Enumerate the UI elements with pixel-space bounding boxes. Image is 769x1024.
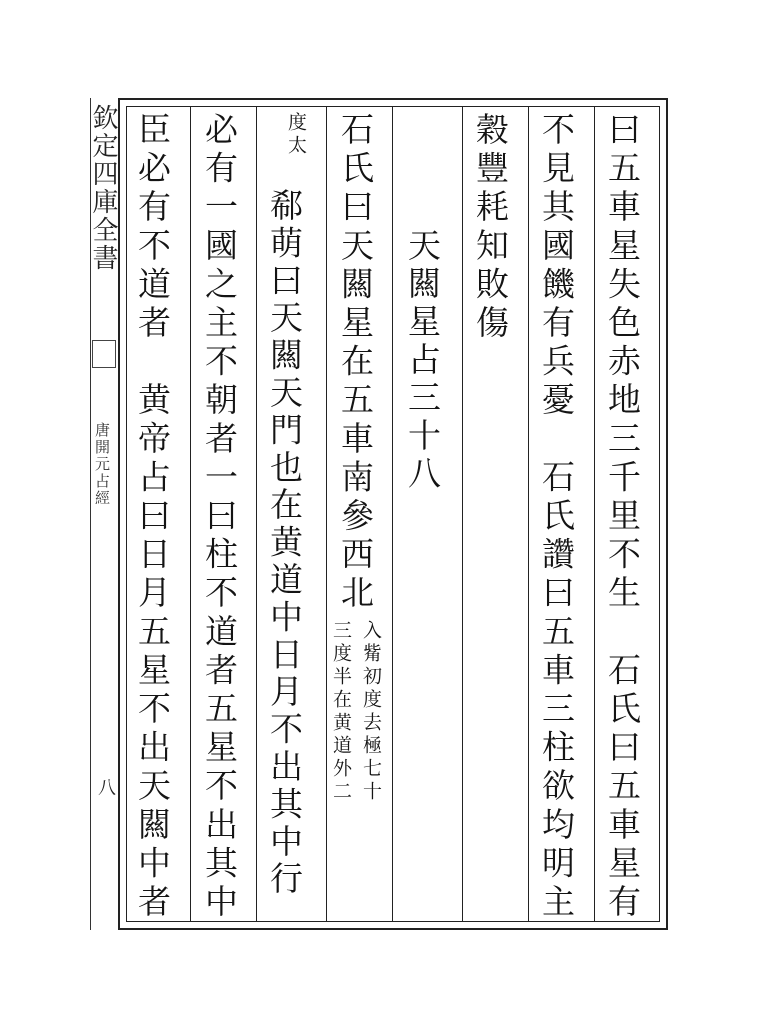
text-column-1: 曰五車星失色赤地三千里不生 石氏曰五車星有: [603, 112, 642, 923]
column-rule: [462, 106, 463, 922]
section-heading: 天闗星占三十八: [403, 228, 442, 494]
annotation-column-5a: 入觜初度去極七十: [360, 620, 382, 804]
text-column-8: 臣必有不道者 黄帝占曰日月五星不出天闗中者: [133, 112, 172, 923]
column-rule: [256, 106, 257, 922]
column-rule: [190, 106, 191, 922]
collection-title: 欽定四庫全書: [88, 104, 118, 272]
page-number: 八: [95, 778, 116, 796]
text-column-3: 穀豐耗知敗傷: [471, 112, 510, 344]
annotation-column-6: 度太: [285, 112, 307, 158]
fish-tail-mark: [92, 340, 116, 368]
annotation-column-5b: 三度半在黄道外二: [330, 620, 352, 804]
column-rule: [392, 106, 393, 922]
text-column-5: 石氏曰天闗星在五車南參西北: [336, 112, 375, 614]
text-column-6: 郗萌曰天闗天門也在黄道中日月不出其中行: [265, 188, 304, 899]
column-rule: [594, 106, 595, 922]
book-title: 唐開元占經: [93, 422, 111, 507]
column-rule: [326, 106, 327, 922]
text-column-2: 不見其國饑有兵憂 石氏讚曰五車三柱欲均明主: [537, 112, 576, 923]
column-rule: [528, 106, 529, 922]
text-column-7: 必有一國之主不朝者一曰柱不道者五星不出其中: [200, 112, 239, 923]
